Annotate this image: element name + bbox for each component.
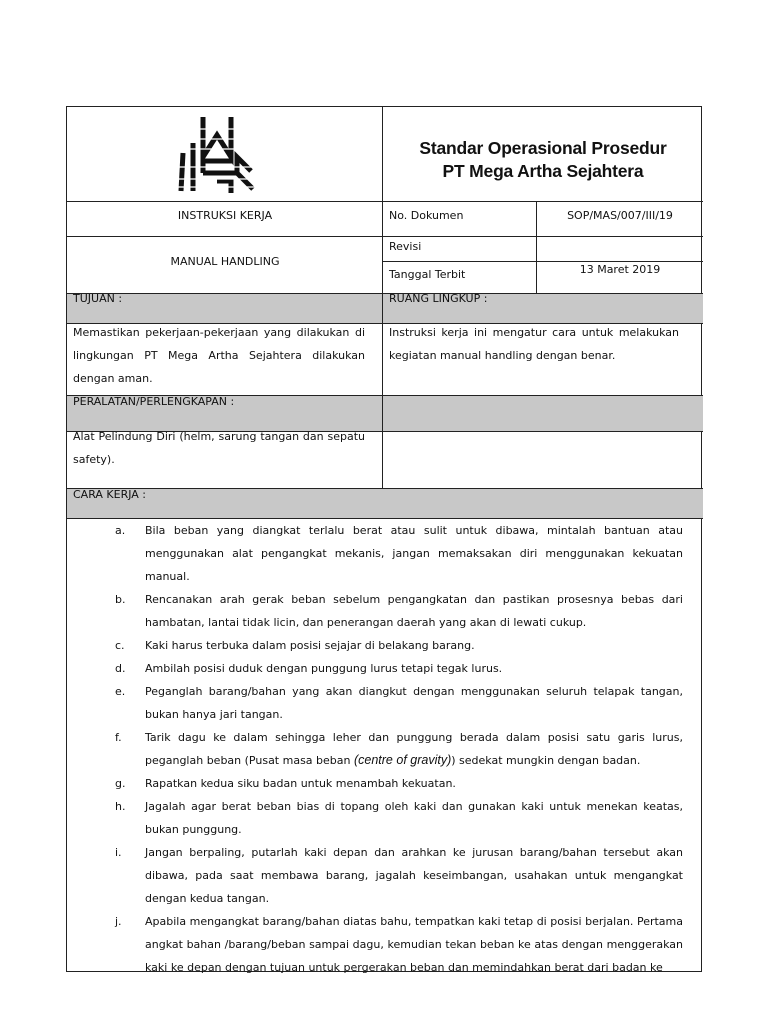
list-marker: h. [115,800,126,813]
list-item [115,841,683,910]
cara-kerja-list [115,519,683,979]
peralatan-right-bg [383,395,703,431]
peralatan-label: PERALATAN/PERLENGKAPAN : [73,395,235,408]
list-item [115,726,683,772]
list-item [115,519,683,588]
list-item [115,588,683,634]
list-item [115,634,683,657]
list-marker: i. [115,846,122,859]
list-item [115,657,683,680]
tanggal-terbit-label: Tanggal Terbit [389,268,466,281]
list-text: Peganglah barang/bahan yang akan diangkut dengan menggunakan seluruh telapak tangan, bukan hanya jari tangan. [145,685,683,721]
company-logo [173,113,267,195]
list-item [115,772,683,795]
centre-of-gravity-text: (centre of gravity) [353,753,452,767]
list-marker: g. [115,777,126,790]
title-line-1: Standar Operasional Prosedur [419,138,667,158]
ruang-lingkup-label: RUANG LINGKUP : [389,292,488,305]
cara-kerja-label: CARA KERJA : [73,488,147,501]
list-text: Rencanakan arah gerak beban sebelum pengangkatan dan pastikan prosesnya bebas dari hambatan, lantai tidak licin, dan penerangan daerah yang akan di lewati cukup. [145,593,683,629]
no-dokumen-value: SOP/MAS/007/III/19 [567,209,673,222]
document-title [383,137,703,183]
list-item [115,795,683,841]
instruksi-kerja-label: INSTRUKSI KERJA [177,209,273,222]
title-line-2: PT Mega Artha Sejahtera [442,161,644,181]
no-dokumen-label: No. Dokumen [389,209,464,222]
list-text: Bila beban yang diangkat terlalu berat atau sulit untuk dibawa, mintalah bantuan atau menggunakan alat pengangkat mekanis, jangan memaksakan diri menggunakan kekuatan manual. [145,524,683,583]
list-marker: d. [115,662,126,675]
list-marker: c. [115,639,125,652]
list-text: Kaki harus terbuka dalam posisi sejajar di belakang barang. [145,639,475,652]
ruang-lingkup-text: Instruksi kerja ini mengatur cara untuk melakukan kegiatan manual handling dengan benar. [389,326,679,362]
cara-header-bg [67,488,703,518]
list-text: Ambilah posisi duduk dengan punggung lurus tetapi tegak lurus. [145,662,503,675]
tujuan-label: TUJUAN : [73,292,123,305]
list-text: Jagalah agar berat beban bias di topang oleh kaki dan gunakan kaki untuk menekan keatas, bukan punggung. [145,800,683,836]
list-item [115,680,683,726]
list-text-after: ) sedekat mungkin dengan badan. [451,754,641,767]
tujuan-text: Memastikan pekerjaan-pekerjaan yang dilakukan di lingkungan PT Mega Artha Sejahtera dilakukan dengan aman. [73,326,365,385]
list-marker: e. [115,685,126,698]
list-text-before: Tarik dagu ke dalam sehingga leher dan punggung berada dalam posisi satu garis lurus, peganglah beban (Pusat masa beban [145,731,683,767]
list-marker: a. [115,524,126,537]
list-marker: j. [115,915,122,928]
list-text: Rapatkan kedua siku badan untuk menambah kekuatan. [145,777,456,790]
list-item [115,910,683,979]
manual-handling-label: MANUAL HANDLING [170,255,280,268]
list-text: Jangan berpaling, putarlah kaki depan dan arahkan ke jurusan barang/bahan tersebut akan dibawa, pada saat membawa barang, jagalah keseimbangan, usahakan untuk mengangkat dengan kedua tangan. [145,846,683,905]
tanggal-terbit-value: 13 Maret 2019 [579,263,661,276]
list-marker: f. [115,731,122,744]
list-text: Apabila mengangkat barang/bahan diatas bahu, tempatkan kaki tetap di posisi berjalan. Pertama angkat bahan /barang/beban sampai dagu, kemudian tekan beban ke atas dengan menggerakan kaki ke depan dengan tujuan untuk pergerakan beban dan memindahkan berat dari badan ke [145,915,683,974]
revisi-label: Revisi [389,240,422,253]
sop-document [66,106,702,972]
list-marker: b. [115,593,126,606]
peralatan-text: Alat Pelindung Diri (helm, sarung tangan dan sepatu safety). [73,430,365,466]
